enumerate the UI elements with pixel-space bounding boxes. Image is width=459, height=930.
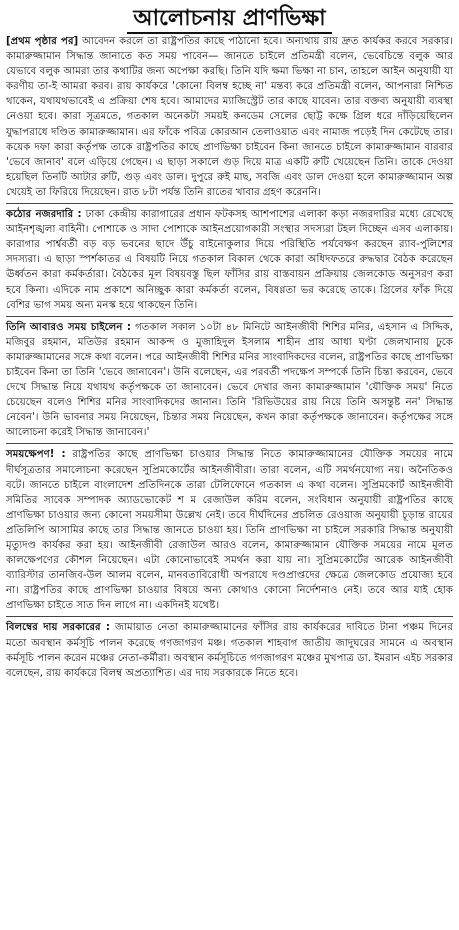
subheading-asked-time: তিনি আবারও সময় চাইলেন : [6, 321, 131, 333]
paragraph-asked-time [6, 320, 453, 441]
paragraph-text: গতকাল সকাল ১০টা ৪৮ মিনিটে আইনজীবী শিশির মনির, এহসান এ সিদ্দিক, মজিবুর রহমান, মতিউর রহমান আকন্দ ও মুজাহিদুল ইসলাম শাহীন প্রায় আধা ঘণ্টা জেলখানায় ঢুকে কামারুজ্জামানের সঙ্গে কথা বলেন। পরে আইনজীবী শিশির মনির সাংবাদিকদের বলেন, রাষ্ট্রপতির কাছে প্রাণভিক্ষা চাইবেন কিনা তা তিনি 'ভেবে জানাবেন'। উনি বলেছেন, এর পরবর্তী পদক্ষেপ সম্পর্কে তিনি চিন্তা করবেন, ভেবে দেখে সিদ্ধান্ত নিয়ে যথাযথ কর্তৃপক্ষকে তা জানাবেন। ভেবে দেখার জন্য কামারুজ্জামান 'যৌক্তিক সময়' নিতে চেয়েছেন বলেও শিশির মনির সাংবাদিকদের জানান। তিনি 'রিভিউয়ের রায় নিয়ে তিনি অসন্তুষ্ট নন' সিদ্ধান্ত নেবেন'। উনি ভাবনার সময় নিয়েছেন, চিন্তার সময় নিয়েছেন, কখন কারা কর্তৃপক্ষকে জানাবেন। কর্তৃপক্ষের সঙ্গে আলোচনা করেই সিদ্ধান্ত জানাবেন।' [6, 321, 453, 439]
section-divider [6, 443, 453, 444]
paragraph-surveillance [6, 207, 453, 313]
subheading-government-responsibility: বিলম্বের দায় সরকারের : [6, 622, 110, 634]
continuation-marker: [প্রথম পৃষ্ঠার পর] [6, 36, 79, 47]
headline-wrap [6, 0, 453, 34]
headline: আলোচনায় প্রাণভিক্ষা [127, 4, 331, 34]
paragraph-delay [6, 447, 453, 613]
section-divider [6, 616, 453, 617]
paragraph-text: ঢাকা কেন্দ্রীয় কারাগারের প্রধান ফটকসহ আশপাশের এলাকা কড়া নজরদারির মধ্যে রেখেছে আইনশৃঙ্খলা বাহিনী। পোশাকে ও সাদা পোশাকে আইনপ্রয়োগকারী সংস্থার সদস্যরা টহল দিচ্ছেন এসব এলাকায়। কারাগার পার্শ্ববর্তী বড় বড় ভবনের ছাদে উঁচু বাইনোকুলার দিয়ে পরিস্থিতি পর্যবেক্ষণ করছেন র‌্যাব-পুলিশের সদস্যরা। এ ছাড়া স্পর্শকাতর এ বিষয়টি নিয়ে গতকাল বিকাল থেকে কারা অধিদফতরে রুদ্ধদ্বার বৈঠক করেছেন ঊর্ধ্বতন কারা কর্মকর্তারা। বৈঠকের মূল বিষয়বস্তু ছিল ফাঁসির রায় বাস্তবায়ন প্রক্রিয়ায় জেলকোড অনুসরণ করা হবে কিনা। এদিকে নাম প্রকাশে অনিচ্ছুক কারা কর্মকর্তা বলেন, বিষণ্ণতা ভর করেছে তাকে। গ্রিলের ফাঁক দিয়ে বেশির ভাগ সময় অন্য মনস্ক হয়ে থাকছেন তিনি। [6, 209, 453, 311]
subheading-delay: সময়ক্ষেপণ! : [6, 449, 66, 461]
paragraph-text: জামায়াত নেতা কামারুজ্জামানের ফাঁসির রায় কার্যকরের দাবিতে টানা পঞ্চম দিনের মতো অবস্থান কর্মসূচি পালন করেছে গণজাগরণ মঞ্চ। গতকাল শাহবাগ জাতীয় জাদুঘরের সামনে এ অবস্থান কর্মসূচি পালন করেন মঞ্চের নেতা-কর্মীরা। অবস্থান কর্মসূচিতে গণজাগরণ মঞ্চের মুখপাত্র ডা. ইমরান এইচ সরকার বলেছেন, রায় কার্যকরে বিলম্ব অপ্রত্যাশিত। এর দায় সরকারকে নিতে হবে। [6, 622, 453, 679]
paragraph-text: আবেদন করলে তা রাষ্ট্রপতির কাছে পাঠানো হবে। অন্যথায় রায় দ্রুত কার্যকর করবে সরকার। কামারুজ্জামান সিদ্ধান্ত জানাতে কত সময় পাবেন— জানতে চাইলে প্রতিমন্ত্রী বলেন, ভেবেচিন্তে বলুক আর যেভাবে বলুক আমরা তার কথাটির জন্য অপেক্ষা করছি। তিনি যদি ক্ষমা ভিক্ষা না চান, তাহলে আইন অনুযায়ী যা করণীয় তা-ই আমরা করব। রায় কার্যকরে 'কোনো বিলম্ব হচ্ছে না' মন্তব্য করে প্রতিমন্ত্রী বলেন, আপনারা নিশ্চিত থাকেন, যথাযথভাবেই এ প্রক্রিয়া শেষ হবে। আমাদের ম্যাজিস্ট্রেট তার কাছে যাবেন। তার বক্তব্য অনুযায়ী ব্যবস্থা নেওয়া হবে। কারা সূত্রমতে, গতকাল অনেকটা সময়ই কনডেম সেলের ছোট্ট কক্ষে গ্রিল ধরে দাঁড়িয়েছিলেন যুদ্ধাপরাধে দণ্ডিত কামারুজ্জামান। এর ফাঁকে পবিত্র কোরআন তেলাওয়াত এবং নামাজ পড়েই দিন কেটেছে তার। কয়েক দফা কারা কর্তৃপক্ষ তাকে রাষ্ট্রপতির কাছে প্রাণভিক্ষা চাইবেন কিনা জানতে চাইলে কামারুজ্জামান বারবার 'ভেবে জানাব' বলে এড়িয়ে গেছেন। এ ছাড়া সকালে গুড় দিয়ে মাত্র একটি রুটি খেয়েছেন তিনি। তাকে দেওয়া হয়েছিল তিনটি আটার রুটি, গুড় এবং ডাল। দুপুরে রুই মাছ, সবজি এবং ডাল দেওয়া হলে কামারুজ্জামান অল্প খেয়েই তা ফিরিয়ে দিয়েছেন। রাত ৮টা পর্যন্ত তিনি রাতের খাবার গ্রহণ করেননি। [6, 36, 453, 198]
section-divider [6, 203, 453, 204]
paragraph-text: রাষ্ট্রপতির কাছে প্রাণভিক্ষা চাওয়ার সিদ্ধান্ত নিতে কামারুজ্জামানের যৌক্তিক সময়ের নামে দীর্ঘসূত্রতার সমালোচনা করেছেন সুপ্রিমকোর্টের আইনজীবীরা। তারা বলেন, এটি সমর্থনযোগ্য নয়। অনৈতিকও বটে। জানতে চাইলে বাংলাদেশ প্রতিদিনকে তারা টেলিফোনে গতকাল এ কথা বলেন। সুপ্রিমকোর্ট আইনজীবী সমিতির সাবেক সম্পাদক অ্যাডভোকেট শ ম রেজাউল করিম বলেন, সংবিধান অনুযায়ী রাষ্ট্রপতির কাছে প্রাণভিক্ষা চাওয়ার জন্য কোনো সময়সীমা উল্লেখ নেই। তবে দীর্ঘদিনের প্রচলিত রেওয়াজ অনুযায়ী চূড়ান্ত রায়ের প্রতিলিপি আসামির কাছে তার সিদ্ধান্ত জানতে চাওয়া হয়। তিনি প্রাণভিক্ষা না চাইলে সরকারি সিদ্ধান্ত অনুযায়ী মৃত্যুদণ্ড কার্যকর করা হয়। আইনজীবী রেজাউল আরও বলেন, কামারুজ্জামান যৌক্তিক সময়ের নামে মূলত কালক্ষেপণের কৌশল নিয়েছেন। এটা কোনোভাবেই সমর্থন করা যায় না। সুপ্রিমকোর্টের আরেক আইনজীবী ব্যারিস্টার তানজিব-উল আলম বলেন, মানবতাবিরোধী অপরাধে দণ্ডপ্রাপ্তদের ক্ষেত্রে জেলকোড প্রযোজ্য হবে না। রাষ্ট্রপতির কাছে প্রাণভিক্ষা চাওয়ার বিষয়ে অন্য কোথাও কোনো নির্দেশনাও নেই। তবে আর যাই হোক প্রাণভিক্ষা চাইতে সাত দিন লাগে না। একদিনই যথেষ্ট। [6, 449, 453, 612]
section-divider [6, 316, 453, 317]
paragraph-continuation [6, 34, 453, 200]
subheading-surveillance: কঠোর নজরদারি : [6, 209, 82, 221]
paragraph-government-responsibility [6, 620, 453, 680]
